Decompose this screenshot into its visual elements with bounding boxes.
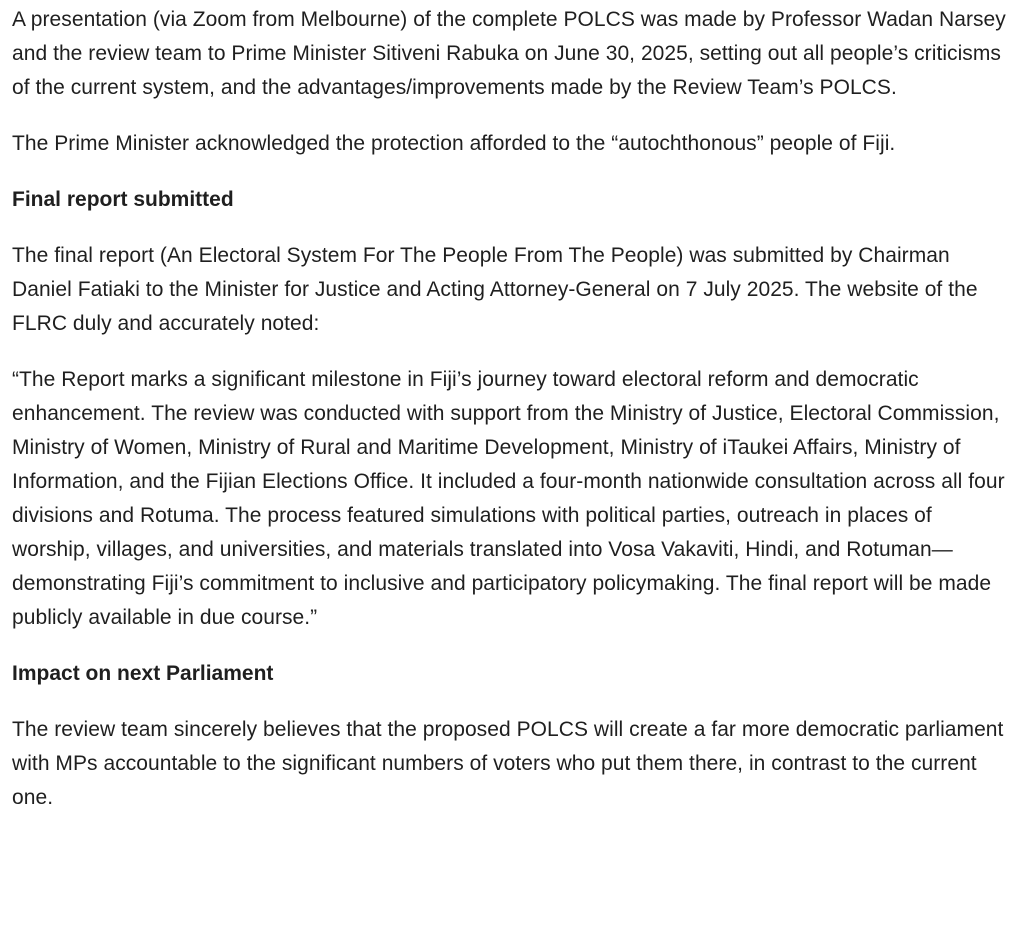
article-body [12,3,1012,837]
paragraph-final-report: The final report (An Electoral System For The People From The People) was submitted by Chairman Daniel Fatiaki to the Minister for Justice and Acting Attorney-General on 7 July 2025. The website of the FLRC duly and accurately noted: [12,244,978,335]
heading-impact: Impact on next Parliament [12,662,274,685]
paragraph-prime-minister: The Prime Minister acknowledged the protection afforded to the “autochthonous” people of Fiji. [12,132,896,155]
paragraph-impact: The review team sincerely believes that the proposed POLCS will create a far more democratic parliament with MPs accountable to the significant numbers of voters who put them there, in contrast to the current one. [12,718,1004,809]
paragraph-presentation: A presentation (via Zoom from Melbourne) of the complete POLCS was made by Professor Wadan Narsey and the review team to Prime Minister Sitiveni Rabuka on June 30, 2025, setting out all people’s criticisms of the current system, and the advantages/improvements made by the Review Team’s POLCS. [12,8,1006,99]
paragraph-quote: “The Report marks a significant milestone in Fiji’s journey toward electoral reform and democratic enhancement. The review was conducted with support from the Ministry of Justice, Electoral Commission, Ministry of Women, Ministry of Rural and Maritime Development, Ministry of iTaukei Affairs, Ministry of Information, and the Fijian Elections Office. It included a four-month nationwide consultation across all four divisions and Rotuma. The process featured simulations with political parties, outreach in places of worship, villages, and universities, and materials translated into Vosa Vakaviti, Hindi, and Rotuman—demonstrating Fiji’s commitment to inclusive and participatory policymaking. The final report will be made publicly available in due course.” [12,368,1005,629]
heading-final-report: Final report submitted [12,188,234,211]
